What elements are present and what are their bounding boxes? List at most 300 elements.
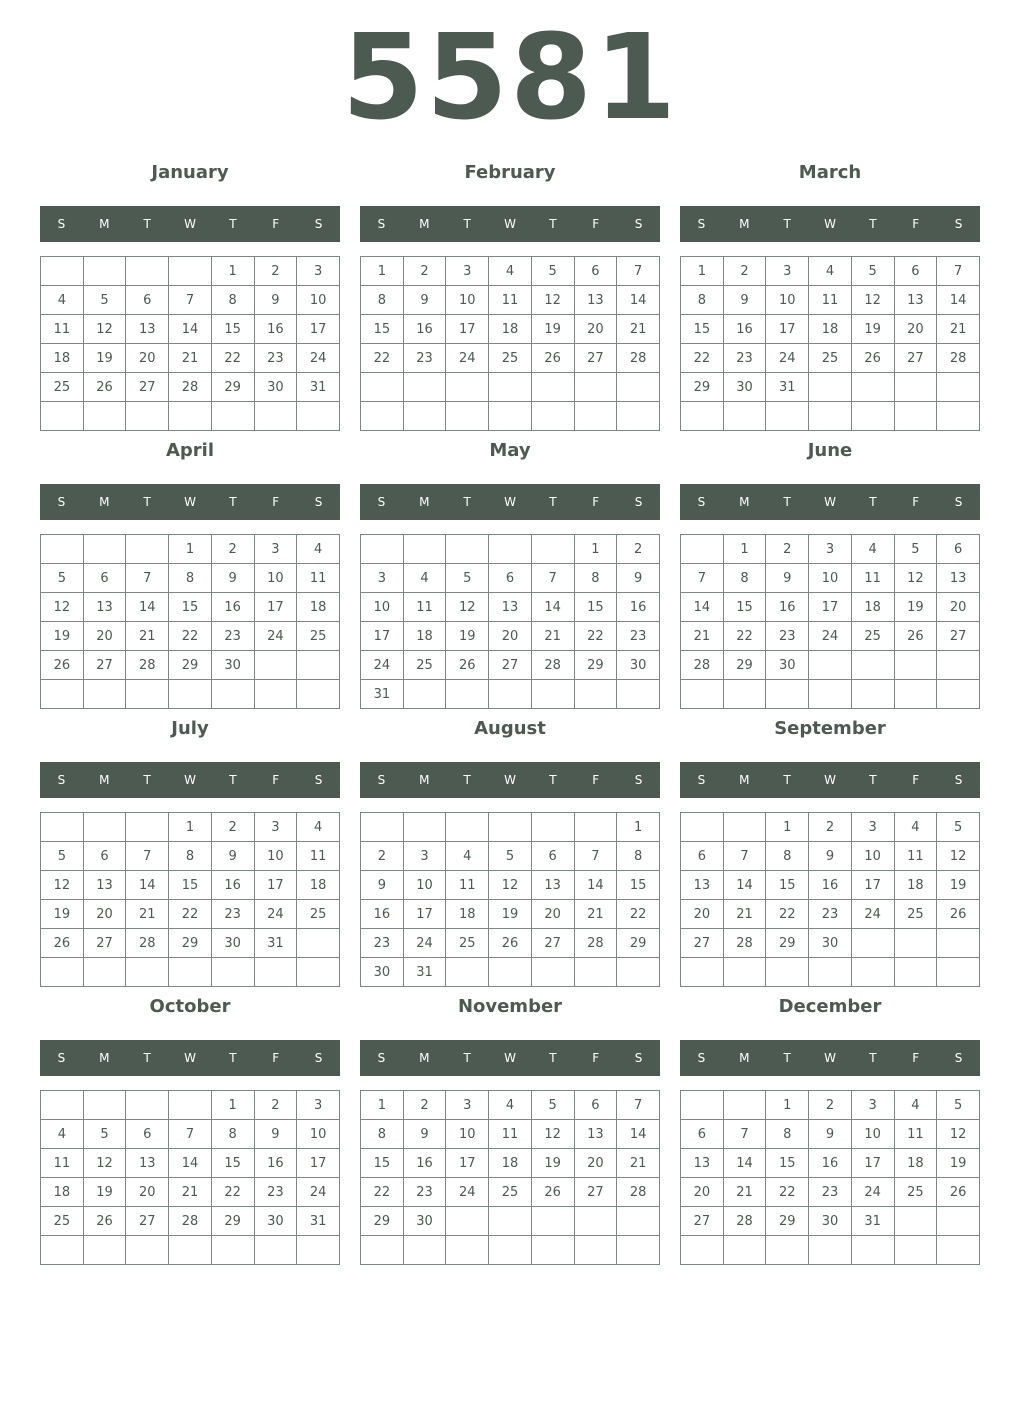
empty-cell	[211, 958, 254, 987]
day-cell: 10	[254, 564, 297, 593]
weekday-label: S	[377, 495, 386, 509]
month-name: August	[474, 718, 546, 739]
weekday-header	[40, 762, 340, 798]
weekday-label: S	[697, 1051, 706, 1065]
day-cell: 6	[937, 535, 980, 564]
day-cell: 27	[574, 1178, 617, 1207]
month-name: June	[807, 440, 853, 461]
weekday-header	[680, 206, 980, 242]
day-cell: 19	[937, 1149, 980, 1178]
day-cell: 28	[169, 1207, 212, 1236]
day-cell: 3	[297, 257, 340, 286]
day-cell: 12	[894, 564, 937, 593]
empty-cell	[41, 257, 84, 286]
empty-cell	[531, 373, 574, 402]
empty-cell	[809, 958, 852, 987]
day-cell: 19	[41, 900, 84, 929]
day-cell: 10	[851, 1120, 894, 1149]
day-cell: 1	[766, 1091, 809, 1120]
day-cell: 8	[766, 842, 809, 871]
week-row	[41, 564, 340, 593]
day-cell: 23	[403, 1178, 446, 1207]
day-cell: 18	[446, 900, 489, 929]
day-cell: 14	[126, 593, 169, 622]
day-cell: 26	[531, 344, 574, 373]
day-cell: 7	[617, 257, 660, 286]
empty-cell	[531, 680, 574, 709]
day-cell: 21	[531, 622, 574, 651]
week-row	[361, 402, 660, 431]
day-cell: 11	[41, 1149, 84, 1178]
empty-cell	[937, 651, 980, 680]
day-cell: 21	[617, 1149, 660, 1178]
weekday-label: S	[634, 217, 643, 231]
day-cell: 16	[403, 315, 446, 344]
month-name: April	[165, 440, 215, 461]
day-cell: 31	[254, 929, 297, 958]
day-cell: 13	[574, 286, 617, 315]
day-cell: 11	[894, 842, 937, 871]
day-cell: 19	[531, 315, 574, 344]
empty-cell	[403, 680, 446, 709]
day-cell: 28	[681, 651, 724, 680]
week-row	[681, 1207, 980, 1236]
empty-cell	[41, 402, 84, 431]
empty-cell	[41, 1091, 84, 1120]
weekday-label: T	[549, 495, 557, 509]
year-title: 5581	[341, 8, 679, 146]
day-cell: 4	[489, 257, 532, 286]
month-name: July	[171, 718, 209, 739]
day-cell: 29	[766, 1207, 809, 1236]
day-cell: 9	[403, 1120, 446, 1149]
day-cell: 16	[766, 593, 809, 622]
day-cell: 22	[211, 1178, 254, 1207]
week-row	[681, 315, 980, 344]
weekday-label: S	[377, 217, 386, 231]
day-cell: 13	[83, 593, 126, 622]
empty-cell	[254, 958, 297, 987]
day-cell: 20	[126, 344, 169, 373]
day-cell: 20	[83, 622, 126, 651]
day-cell: 12	[937, 1120, 980, 1149]
empty-cell	[297, 1236, 340, 1265]
month-name: May	[489, 440, 531, 461]
week-row	[361, 958, 660, 987]
day-cell: 25	[489, 1178, 532, 1207]
weekday-label: T	[869, 773, 877, 787]
day-cell: 6	[574, 1091, 617, 1120]
empty-cell	[894, 402, 937, 431]
week-row	[41, 1091, 340, 1120]
day-cell: 9	[211, 564, 254, 593]
day-cell: 29	[723, 651, 766, 680]
day-cell: 30	[254, 373, 297, 402]
empty-cell	[169, 958, 212, 987]
day-cell: 7	[574, 842, 617, 871]
day-cell: 4	[894, 813, 937, 842]
weekday-label: T	[463, 217, 471, 231]
day-cell: 7	[617, 1091, 660, 1120]
empty-cell	[83, 1236, 126, 1265]
day-cell: 18	[297, 593, 340, 622]
month-name: January	[151, 162, 229, 183]
day-cell: 3	[809, 535, 852, 564]
weekday-label: F	[592, 1051, 600, 1065]
weekday-label: S	[697, 217, 706, 231]
day-cell: 23	[211, 622, 254, 651]
day-cell: 4	[297, 535, 340, 564]
week-row	[681, 813, 980, 842]
empty-cell	[851, 958, 894, 987]
day-cell: 21	[723, 900, 766, 929]
weekday-label: F	[272, 495, 280, 509]
day-cell: 27	[574, 344, 617, 373]
day-cell: 10	[766, 286, 809, 315]
day-cell: 7	[723, 1120, 766, 1149]
week-row	[361, 1178, 660, 1207]
week-row	[361, 1207, 660, 1236]
day-cell: 29	[361, 1207, 404, 1236]
week-row	[681, 1178, 980, 1207]
day-cell: 2	[723, 257, 766, 286]
day-cell: 15	[361, 1149, 404, 1178]
empty-cell	[574, 1207, 617, 1236]
weekday-label: F	[912, 495, 920, 509]
day-cell: 24	[361, 651, 404, 680]
week-row	[41, 1120, 340, 1149]
day-cell: 25	[41, 1207, 84, 1236]
day-cell: 28	[126, 929, 169, 958]
day-cell: 17	[254, 593, 297, 622]
day-cell: 6	[894, 257, 937, 286]
day-cell: 20	[894, 315, 937, 344]
day-cell: 3	[254, 535, 297, 564]
day-cell: 5	[937, 1091, 980, 1120]
weekday-label: T	[143, 495, 151, 509]
empty-cell	[851, 373, 894, 402]
weekday-header	[680, 484, 980, 520]
day-cell: 19	[41, 622, 84, 651]
day-cell: 22	[681, 344, 724, 373]
day-cell: 18	[297, 871, 340, 900]
day-cell: 21	[937, 315, 980, 344]
day-cell: 27	[83, 651, 126, 680]
empty-cell	[41, 535, 84, 564]
weekday-label: M	[99, 217, 110, 231]
week-row	[41, 622, 340, 651]
empty-cell	[297, 402, 340, 431]
day-cell: 9	[361, 871, 404, 900]
day-cell: 25	[297, 622, 340, 651]
empty-cell	[681, 402, 724, 431]
week-row	[681, 651, 980, 680]
day-grid	[40, 256, 340, 431]
day-cell: 6	[126, 286, 169, 315]
weekday-label: F	[272, 773, 280, 787]
weekday-header	[40, 206, 340, 242]
weekday-label: F	[272, 1051, 280, 1065]
empty-cell	[937, 373, 980, 402]
week-row	[361, 929, 660, 958]
day-cell: 10	[297, 1120, 340, 1149]
day-cell: 12	[83, 315, 126, 344]
weekday-label: T	[463, 495, 471, 509]
week-row	[361, 651, 660, 680]
empty-cell	[211, 680, 254, 709]
week-row	[361, 286, 660, 315]
day-cell: 11	[851, 564, 894, 593]
day-cell: 26	[41, 929, 84, 958]
weekday-label: W	[184, 217, 196, 231]
day-cell: 4	[41, 286, 84, 315]
weekday-label: M	[419, 217, 430, 231]
day-cell: 14	[617, 1120, 660, 1149]
empty-cell	[617, 1236, 660, 1265]
week-row	[681, 344, 980, 373]
empty-cell	[446, 1207, 489, 1236]
day-cell: 5	[489, 842, 532, 871]
day-cell: 10	[446, 286, 489, 315]
week-row	[681, 535, 980, 564]
day-cell: 24	[851, 1178, 894, 1207]
empty-cell	[617, 373, 660, 402]
day-cell: 10	[446, 1120, 489, 1149]
day-cell: 2	[766, 535, 809, 564]
day-cell: 20	[489, 622, 532, 651]
day-cell: 12	[41, 593, 84, 622]
day-cell: 15	[574, 593, 617, 622]
day-cell: 31	[297, 373, 340, 402]
empty-cell	[446, 680, 489, 709]
day-cell: 23	[766, 622, 809, 651]
day-cell: 15	[211, 1149, 254, 1178]
empty-cell	[83, 958, 126, 987]
empty-cell	[894, 929, 937, 958]
day-cell: 25	[446, 929, 489, 958]
day-cell: 8	[766, 1120, 809, 1149]
day-cell: 31	[851, 1207, 894, 1236]
empty-cell	[254, 651, 297, 680]
empty-cell	[617, 680, 660, 709]
day-cell: 18	[894, 871, 937, 900]
day-cell: 10	[809, 564, 852, 593]
day-cell: 30	[211, 651, 254, 680]
day-grid	[680, 534, 980, 709]
empty-cell	[83, 535, 126, 564]
day-cell: 19	[851, 315, 894, 344]
weekday-label: W	[504, 773, 516, 787]
empty-cell	[126, 813, 169, 842]
weekday-label: S	[314, 1051, 323, 1065]
weekday-label: W	[504, 1051, 516, 1065]
day-cell: 22	[169, 622, 212, 651]
day-cell: 15	[766, 871, 809, 900]
weekday-label: S	[634, 1051, 643, 1065]
day-cell: 12	[489, 871, 532, 900]
day-cell: 24	[766, 344, 809, 373]
day-cell: 3	[446, 257, 489, 286]
empty-cell	[937, 1236, 980, 1265]
day-cell: 25	[41, 373, 84, 402]
weekday-label: T	[783, 1051, 791, 1065]
empty-cell	[254, 680, 297, 709]
day-cell: 24	[851, 900, 894, 929]
day-cell: 13	[894, 286, 937, 315]
weekday-label: F	[592, 773, 600, 787]
weekday-label: M	[99, 773, 110, 787]
day-cell: 22	[574, 622, 617, 651]
weekday-label: S	[954, 1051, 963, 1065]
day-cell: 8	[681, 286, 724, 315]
empty-cell	[83, 813, 126, 842]
empty-cell	[41, 680, 84, 709]
day-cell: 6	[126, 1120, 169, 1149]
empty-cell	[723, 958, 766, 987]
day-cell: 17	[254, 871, 297, 900]
day-cell: 1	[574, 535, 617, 564]
day-cell: 14	[574, 871, 617, 900]
empty-cell	[489, 1236, 532, 1265]
day-cell: 2	[211, 813, 254, 842]
day-cell: 17	[403, 900, 446, 929]
day-cell: 1	[617, 813, 660, 842]
empty-cell	[83, 402, 126, 431]
empty-cell	[617, 1207, 660, 1236]
day-cell: 19	[937, 871, 980, 900]
day-cell: 3	[297, 1091, 340, 1120]
empty-cell	[489, 680, 532, 709]
day-cell: 30	[766, 651, 809, 680]
day-grid	[680, 256, 980, 431]
weekday-label: T	[463, 1051, 471, 1065]
empty-cell	[254, 402, 297, 431]
day-cell: 6	[681, 1120, 724, 1149]
week-row	[361, 871, 660, 900]
empty-cell	[83, 1091, 126, 1120]
empty-cell	[297, 651, 340, 680]
weekday-label: T	[229, 773, 237, 787]
day-cell: 11	[403, 593, 446, 622]
day-cell: 19	[531, 1149, 574, 1178]
day-cell: 7	[126, 564, 169, 593]
day-cell: 10	[297, 286, 340, 315]
week-row	[41, 1178, 340, 1207]
week-row	[681, 564, 980, 593]
day-cell: 18	[851, 593, 894, 622]
day-cell: 8	[723, 564, 766, 593]
week-row	[361, 1091, 660, 1120]
weekday-label: F	[592, 495, 600, 509]
day-cell: 26	[851, 344, 894, 373]
day-cell: 17	[297, 1149, 340, 1178]
day-cell: 4	[446, 842, 489, 871]
week-row	[681, 958, 980, 987]
weekday-header	[40, 484, 340, 520]
week-row	[681, 842, 980, 871]
day-cell: 13	[681, 1149, 724, 1178]
day-cell: 1	[169, 813, 212, 842]
empty-cell	[446, 373, 489, 402]
empty-cell	[851, 680, 894, 709]
empty-cell	[723, 813, 766, 842]
day-cell: 22	[723, 622, 766, 651]
empty-cell	[809, 651, 852, 680]
day-cell: 5	[83, 286, 126, 315]
weekday-label: M	[419, 495, 430, 509]
empty-cell	[169, 680, 212, 709]
day-cell: 24	[254, 622, 297, 651]
day-cell: 6	[574, 257, 617, 286]
empty-cell	[297, 958, 340, 987]
empty-cell	[361, 373, 404, 402]
day-cell: 20	[937, 593, 980, 622]
day-cell: 30	[809, 1207, 852, 1236]
month-name: September	[774, 718, 886, 739]
day-cell: 3	[766, 257, 809, 286]
day-cell: 17	[361, 622, 404, 651]
day-cell: 13	[83, 871, 126, 900]
weekday-header	[360, 1040, 660, 1076]
weekday-label: S	[954, 495, 963, 509]
day-cell: 7	[723, 842, 766, 871]
week-row	[41, 344, 340, 373]
month-name: December	[778, 996, 882, 1017]
day-cell: 4	[809, 257, 852, 286]
empty-cell	[489, 402, 532, 431]
day-cell: 20	[574, 315, 617, 344]
day-cell: 2	[403, 1091, 446, 1120]
day-cell: 11	[297, 842, 340, 871]
weekday-label: W	[504, 495, 516, 509]
day-cell: 14	[723, 1149, 766, 1178]
day-cell: 15	[169, 593, 212, 622]
day-cell: 25	[809, 344, 852, 373]
day-cell: 12	[531, 286, 574, 315]
day-cell: 18	[41, 1178, 84, 1207]
day-cell: 5	[937, 813, 980, 842]
day-cell: 6	[489, 564, 532, 593]
day-cell: 8	[361, 286, 404, 315]
day-cell: 12	[531, 1120, 574, 1149]
week-row	[681, 593, 980, 622]
weekday-label: T	[463, 773, 471, 787]
day-cell: 5	[894, 535, 937, 564]
empty-cell	[681, 958, 724, 987]
week-row	[361, 842, 660, 871]
day-cell: 5	[531, 1091, 574, 1120]
empty-cell	[809, 680, 852, 709]
empty-cell	[574, 813, 617, 842]
empty-cell	[574, 373, 617, 402]
day-cell: 2	[254, 1091, 297, 1120]
day-cell: 4	[851, 535, 894, 564]
empty-cell	[894, 651, 937, 680]
empty-cell	[531, 1236, 574, 1265]
day-cell: 21	[681, 622, 724, 651]
day-grid	[680, 812, 980, 987]
day-cell: 7	[126, 842, 169, 871]
day-cell: 16	[254, 315, 297, 344]
day-cell: 24	[297, 1178, 340, 1207]
weekday-label: F	[912, 773, 920, 787]
empty-cell	[681, 535, 724, 564]
empty-cell	[403, 1236, 446, 1265]
empty-cell	[446, 813, 489, 842]
day-cell: 9	[809, 1120, 852, 1149]
weekday-label: S	[377, 773, 386, 787]
day-cell: 27	[83, 929, 126, 958]
